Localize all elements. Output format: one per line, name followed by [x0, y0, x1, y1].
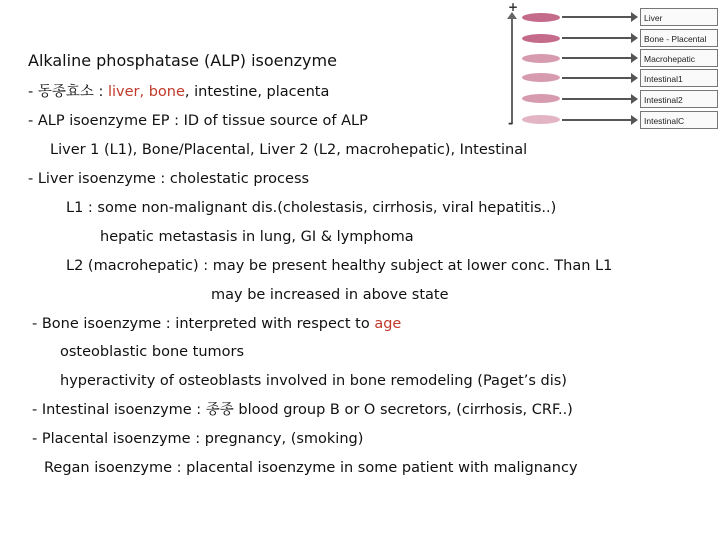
- migration-arrow-icon: [511, 18, 513, 124]
- label-intestinalc: IntestinalC: [640, 111, 718, 129]
- minus-sign: -: [508, 116, 513, 130]
- arrow-bone-placental: [562, 37, 636, 39]
- line-prefix: - 동종효소 :: [28, 84, 108, 100]
- label-intestinal2: Intestinal2: [640, 90, 718, 108]
- highlight-age: age: [374, 316, 402, 332]
- line-liver-isoenzyme: - Liver isoenzyme : cholestatic process: [28, 171, 310, 187]
- band-intestinalc: [522, 115, 560, 124]
- electrophoresis-figure: [500, 0, 720, 135]
- plus-sign: +: [508, 0, 519, 14]
- arrow-intestinal2: [562, 98, 636, 100]
- arrow-macrohepatic: [562, 57, 636, 59]
- line-intestinal-isoenzyme: - Intestinal isoenzyme : 종종 blood group B or O secretors, (cirrhosis, CRF..): [32, 402, 573, 418]
- line-rest: , intestine, placenta: [184, 84, 330, 100]
- line-bone-isoenzyme: [32, 315, 401, 333]
- line-regan-isoenzyme: Regan isoenzyme : placental isoenzyme in some patient with malignancy: [44, 460, 578, 476]
- line-prefix: - Bone isoenzyme : interpreted with respect to: [32, 316, 375, 332]
- label-macrohepatic: Macrohepatic: [640, 49, 718, 67]
- line-placental-isoenzyme: - Placental isoenzyme : pregnancy, (smoking): [32, 431, 364, 447]
- band-bone-placental: [522, 34, 560, 43]
- band-intestinal1: [522, 73, 560, 82]
- page-title: Alkaline phosphatase (ALP) isoenzyme: [28, 51, 337, 70]
- arrow-intestinalc: [562, 119, 636, 121]
- line-l2-increase: may be increased in above state: [211, 287, 449, 303]
- label-intestinal1: Intestinal1: [640, 69, 718, 87]
- band-liver: [522, 13, 560, 22]
- line-isoenzymes: [28, 83, 329, 101]
- line-ep: - ALP isoenzyme EP : ID of tissue source of ALP: [28, 113, 368, 129]
- label-bone-placental: Bone - Placental: [640, 29, 718, 47]
- line-ep-fractions: Liver 1 (L1), Bone/Placental, Liver 2 (L2, macrohepatic), Intestinal: [50, 142, 528, 158]
- band-macrohepatic: [522, 54, 560, 63]
- highlight-liver-bone: liver, bone: [107, 84, 185, 100]
- label-liver: Liver: [640, 8, 718, 26]
- line-l2: L2 (macrohepatic) : may be present healthy subject at lower conc. Than L1: [66, 258, 613, 274]
- arrow-intestinal1: [562, 77, 636, 79]
- line-bone-tumors: osteoblastic bone tumors: [60, 344, 245, 360]
- band-intestinal2: [522, 94, 560, 103]
- arrow-liver: [562, 16, 636, 18]
- line-osteoblasts: hyperactivity of osteoblasts involved in bone remodeling (Paget’s dis): [60, 373, 567, 389]
- line-l1: L1 : some non-malignant dis.(cholestasis, cirrhosis, viral hepatitis..): [66, 200, 557, 216]
- line-l1-metastasis: hepatic metastasis in lung, GI & lymphoma: [100, 229, 414, 245]
